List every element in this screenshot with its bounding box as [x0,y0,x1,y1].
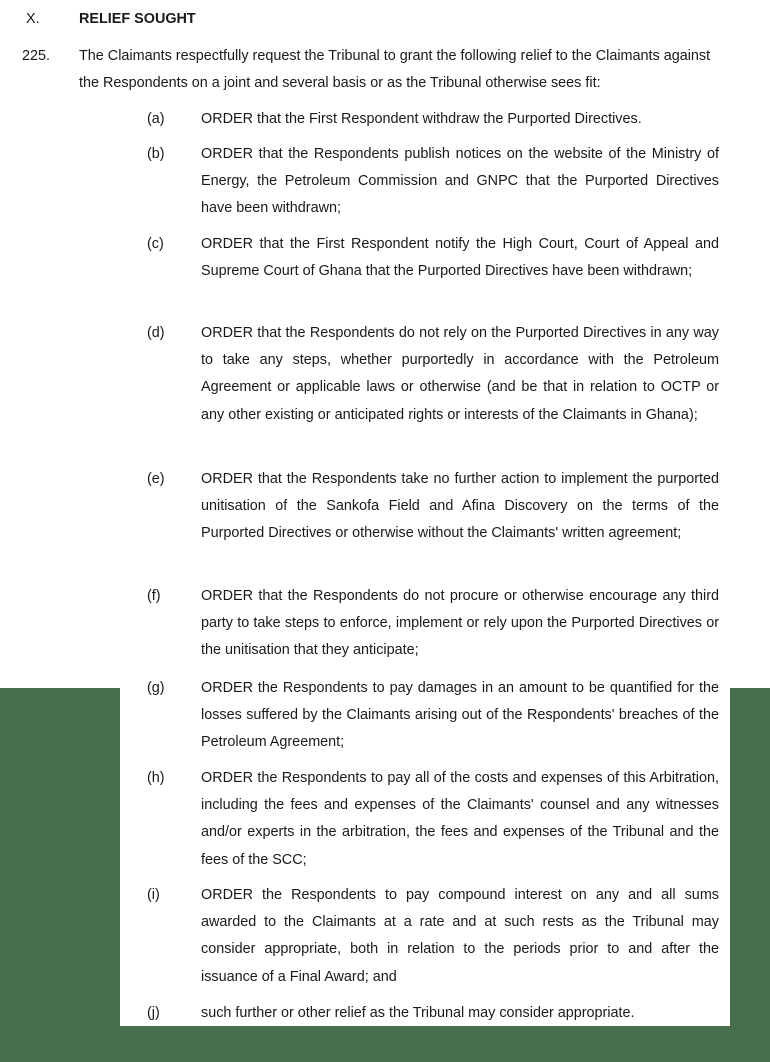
relief-item-label: (i) [147,887,160,903]
relief-item-text: ORDER that the Respondents take no further action to implement the purported unitisation of the Sankofa Field and Afina Discovery on the terms of the Purported Directives or otherwise without the Claimants' written agreement; [201,471,719,542]
paragraph-text: The Claimants respectfully request the Tribunal to grant the following relief to the Claimants against the Respondents on a joint and several basis or as the Tribunal otherwise sees fit: [79,48,711,92]
section-title: RELIEF SOUGHT [79,11,196,27]
relief-item-text: ORDER that the Respondents do not rely on the Purported Directives in any way to take any steps, whether purportedly in accordance with the Petroleum Agreement or applicable laws or otherwise (and be that in relation to OCTP or any other existing or anticipated rights or interests of the Claimants in Ghana); [201,325,719,423]
relief-item-text: ORDER that the Respondents do not procure or otherwise encourage any third party to take steps to enforce, implement or rely upon the Purported Directives or the unitisation that they anticipate; [201,588,719,659]
relief-item-label: (a) [147,111,165,127]
relief-item-label: (g) [147,680,165,696]
section-number: X. [26,11,40,27]
relief-item-label: (h) [147,770,165,786]
relief-item-text: ORDER that the Respondents publish notices on the website of the Ministry of Energy, the Petroleum Commission and GNPC that the Purported Directives have been withdrawn; [201,146,719,217]
relief-item-text: ORDER the Respondents to pay compound interest on any and all sums awarded to the Claimants at a rate and at such rests as the Tribunal may consider appropriate, both in relation to the periods prior to and after the issuance of a Final Award; and [201,887,719,985]
relief-item-label: (d) [147,325,165,341]
relief-item-label: (j) [147,1005,160,1021]
relief-item-label: (b) [147,146,165,162]
section-heading [0,6,770,34]
relief-item-label: (f) [147,588,161,604]
paragraph-number: 225. [22,48,51,64]
relief-item-text: ORDER the Respondents to pay damages in an amount to be quantified for the losses suffered by the Claimants arising out of the Respondents' breaches of the Petroleum Agreement; [201,680,719,751]
relief-item-text: ORDER the Respondents to pay all of the costs and expenses of this Arbitration, including the fees and expenses of the Claimants' counsel and any witnesses and/or experts in the arbitration, the fees and expenses of the Tribunal and the fees of the SCC; [201,770,719,868]
relief-item-label: (c) [147,236,164,252]
relief-item-text: such further or other relief as the Tribunal may consider appropriate. [201,1005,635,1021]
relief-item-label: (e) [147,471,165,487]
relief-item-text: ORDER that the First Respondent withdraw the Purported Directives. [201,111,642,127]
relief-item-text: ORDER that the First Respondent notify the High Court, Court of Appeal and Supreme Court of Ghana that the Purported Directives have been withdrawn; [201,236,719,280]
